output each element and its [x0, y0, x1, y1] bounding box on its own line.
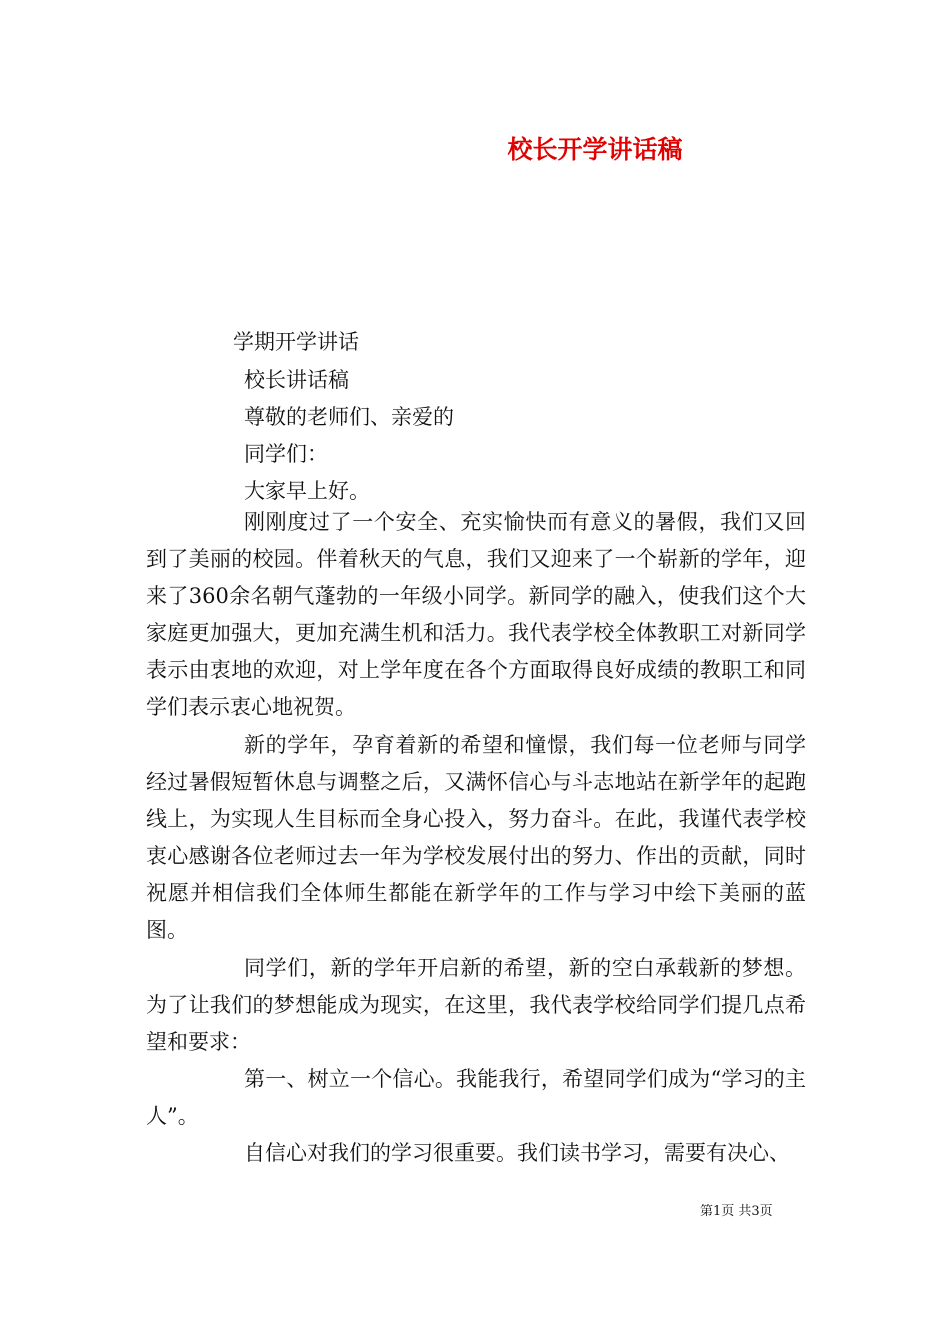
salutation-line-1: 尊敬的老师们、亲爱的 — [244, 405, 454, 429]
body-paragraph-3: 同学们，新的学年开启新的希望，新的空白承载新的梦想。为了让我们的梦想能成为现实，在这里，我代表学校给同学们提几点希望和要求： — [146, 956, 806, 1054]
body-paragraph-1: 刚刚度过了一个安全、充实愉快而有意义的暑假，我们又回到了美丽的校园。伴着秋天的气息，我们又迎来了一个崭新的学年，迎来了360余名朝气蓬勃的一年级小同学。新同学的融入，使我们这个大家庭更加强大，更加充满生机和活力。我代表学校全体教职工对新同学表示由衷地的欢迎，对上学年度在各个方面取得良好成绩的教职工和同学们表示衷心地祝贺。 — [146, 510, 806, 719]
salutation-line-2: 同学们： — [244, 442, 328, 466]
page-number-footer: 第1页 共3页 — [700, 1204, 773, 1219]
body-paragraph-4: 第一、树立一个信心。我能我行，希望同学们成为“学习的主人”。 — [146, 1067, 806, 1128]
document-title: 校长开学讲话稿 — [507, 135, 683, 164]
greeting-line: 大家早上好。 — [244, 479, 370, 503]
heading-line-1: 学期开学讲话 — [233, 330, 359, 354]
heading-line-2: 校长讲话稿 — [244, 368, 349, 392]
body-paragraph-5: 自信心对我们的学习很重要。我们读书学习，需要有决心、 — [244, 1141, 790, 1165]
body-paragraph-2: 新的学年，孕育着新的希望和憧憬，我们每一位老师与同学经过暑假短暂休息与调整之后，又满怀信心与斗志地站在新学年的起跑线上，为实现人生目标而全身心投入，努力奋斗。在此，我谨代表学校衷心感谢各位老师过去一年为学校发展付出的努力、作出的贡献，同时祝愿并相信我们全体师生都能在新学年的工作与学习中绘下美丽的蓝图。 — [146, 733, 806, 942]
